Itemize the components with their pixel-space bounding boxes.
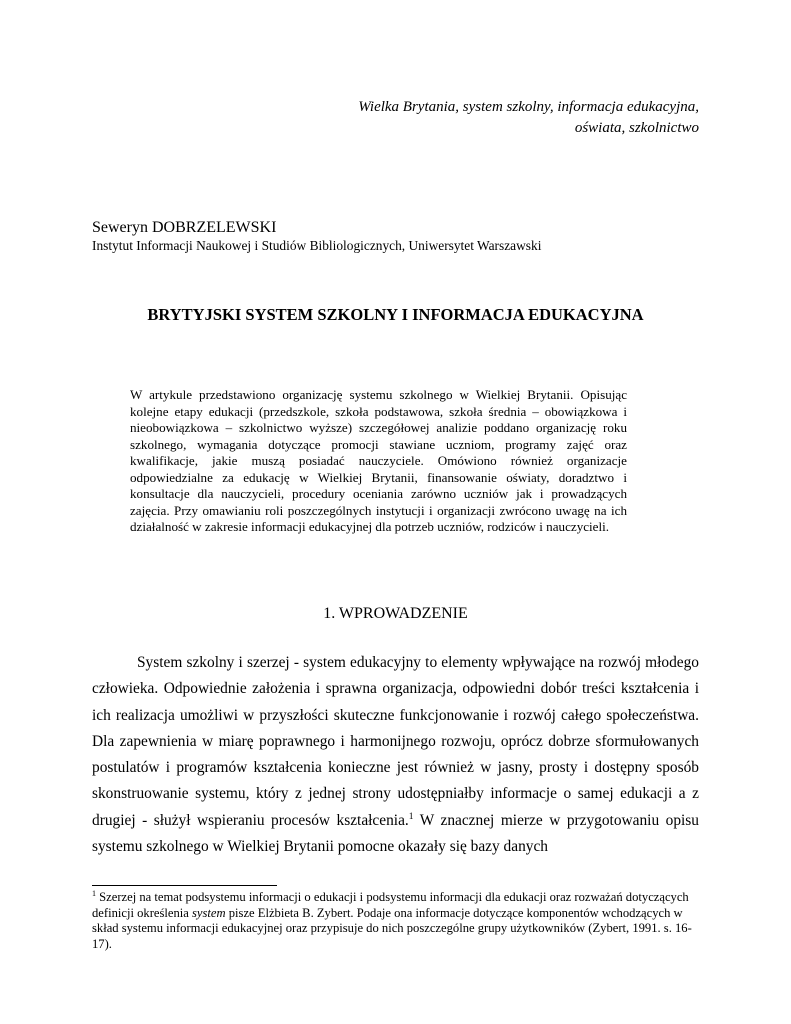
footnote-reference: 1 — [408, 811, 414, 822]
section-heading: 1. WPROWADZENIE — [323, 605, 468, 622]
body-paragraph-part-1: System szkolny i szerzej - system edukacyjny to elementy wpływające na rozwój młodego człowieka. Odpowiednie założenia i sprawna organizacja, odpowiedni dobór treści kształcenia i ich realizacja umożliwi w przyszłości skuteczne funkcjonowanie i rozwój całego społeczeństwa. Dla zapewnienia w miarę poprawnego i harmonijnego rozwoju, oprócz dobrze sformułowanych postulatów i programów kształcenia konieczne jest również w jasny, prosty i dostępny sposób skonstruowanie systemu, który z jednej strony udostępniałby informacje o samej edukacji a z drugiej - służył wspieraniu procesów kształcenia. — [92, 654, 699, 829]
author-name: Seweryn DOBRZELEWSKI — [92, 219, 277, 236]
footnote-divider — [92, 885, 277, 886]
keywords-line-2: oświata, szkolnictwo — [574, 120, 699, 136]
footnote-text-after: pisze Elżbieta B. Zybert. Podaje ona informacje dotyczące komponentów wchodzących w skład systemu informacji edukacyjnej oraz przypisuje do nich poszczególne grupy użytkowników (Zybert, 1991. s. 16-17). — [92, 905, 692, 951]
body-paragraph — [92, 650, 699, 860]
keywords — [199, 97, 699, 139]
author-affiliation: Instytut Informacji Naukowej i Studiów Bibliologicznych, Uniwersytet Warszawski — [92, 238, 542, 253]
footnote-text-before: Szerzej na temat podsystemu informacji o edukacji i podsystemu informacji dla edukacji oraz rozważań dotyczących definicji określenia — [92, 890, 689, 920]
body-paragraph-part-2: W znacznej mierze w przygotowaniu opisu systemu szkolnego w Wielkiej Brytanii pomocne okazały się bazy danych — [92, 811, 699, 856]
paper-title: BRYTYJSKI SYSTEM SZKOLNY I INFORMACJA EDUKACYJNA — [147, 305, 644, 324]
keywords-line-1: Wielka Brytania, system szkolny, informacja edukacyjna, — [358, 99, 699, 115]
footnote-emphasis: system — [192, 905, 226, 920]
footnote-number: 1 — [92, 889, 96, 898]
footnote — [92, 890, 699, 952]
abstract: W artykule przedstawiono organizację systemu szkolnego w Wielkiej Brytanii. Opisując kolejne etapy edukacji (przedszkole, szkoła podstawowa, szkoła średnia – obowiązkowa i nieobowiązkowa – szkolnictwo wyższe) szczegółowej analizie poddano organizację roku szkolnego, wymagania dotyczące promocji stawiane uczniom, programy zajęć oraz kwalifikacje, jakie muszą posiadać nauczyciele. Omówiono również organizacje odpowiedzialne za edukację w Wielkiej Brytanii, finansowanie oświaty, doradztwo i konsultacje dla nauczycieli, procedury oceniania zarówno uczniów jak i prowadzących zajęcia. Przy omawianiu roli poszczególnych instytucji i organizacji zwrócono uwagę na ich działalność w zakresie informacji edukacyjnej dla potrzeb uczniów, rodziców i nauczycieli. — [130, 387, 627, 534]
